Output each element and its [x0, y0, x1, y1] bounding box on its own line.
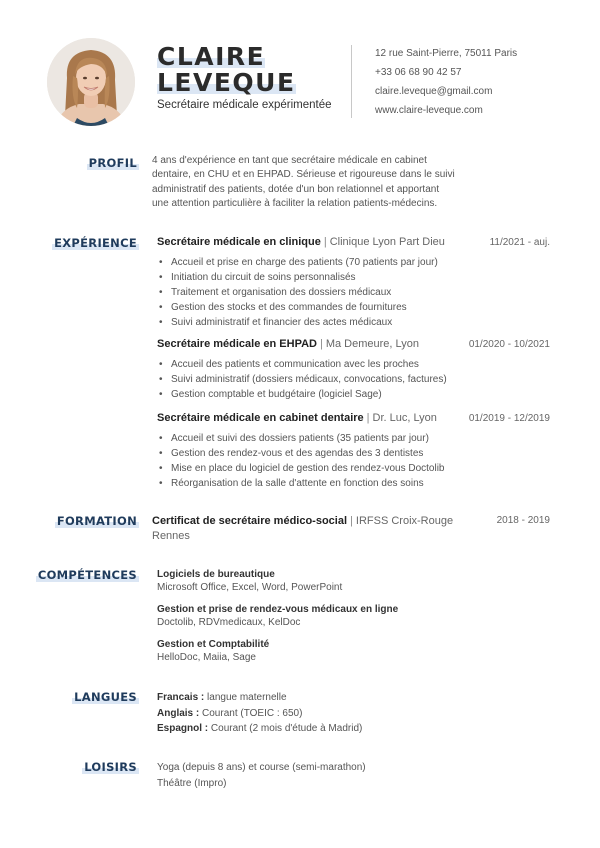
job-place: Clinique Lyon Part Dieu [329, 236, 445, 248]
job-place: Ma Demeure, Lyon [325, 338, 419, 350]
contact-email[interactable]: claire.leveque@gmail.com [375, 86, 493, 97]
section-title-experience: EXPÉRIENCE [54, 236, 137, 250]
hobbies-list [157, 760, 366, 791]
job-3-heading [157, 412, 437, 424]
skill-2 [157, 604, 398, 628]
contact-website[interactable]: www.claire-leveque.com [375, 105, 483, 116]
job-1-tasks [157, 255, 438, 330]
list-item: • Initiation du circuit de soins personnalisés [157, 270, 438, 285]
profile-summary [152, 154, 572, 211]
job-2-heading [157, 338, 419, 350]
list-item: • Accueil et suivi des dossiers patients (35 patients par jour) [157, 431, 445, 446]
list-item: • Suivi administratif (dossiers médicaux, convocations, factures) [157, 372, 447, 387]
section-title-profil: PROFIL [88, 156, 137, 170]
last-name: LEVEQUE [157, 68, 296, 97]
skill-detail: Microsoft Office, Excel, Word, PowerPoint [157, 582, 343, 593]
separator: | [319, 338, 323, 350]
list-item: • Suivi administratif et financier des actes médicaux [157, 315, 438, 330]
list-item: • Réorganisation de la salle d'attente en fonction des soins [157, 476, 445, 491]
list-item: • Gestion des rendez-vous et des agendas des 3 dentistes [157, 446, 445, 461]
list-item: • Gestion comptable et budgétaire (logiciel Sage) [157, 387, 447, 402]
skill-1 [157, 569, 342, 593]
list-item: • Traitement et organisation des dossiers médicaux [157, 285, 438, 300]
first-name: CLAIRE [157, 42, 266, 71]
list-item: • Gestion des stocks et des commandes de fournitures [157, 300, 438, 315]
hobby-item: Yoga (depuis 8 ans) et course (semi-marathon) [157, 762, 366, 773]
separator: | [350, 515, 353, 527]
degree-name: Certificat de secrétaire médico-social [152, 515, 348, 527]
language-name: Espagnol : [157, 723, 209, 734]
language-name: Francais : [157, 692, 205, 703]
job-headline: Secrétaire médicale expérimentée [157, 99, 332, 111]
profile-photo [47, 38, 135, 126]
language-item [157, 690, 362, 706]
hobby-item: Théâtre (Impro) [157, 777, 227, 789]
section-title-loisirs: LOISIRS [84, 760, 137, 774]
language-level: langue maternelle [207, 692, 287, 703]
header-divider [351, 45, 352, 118]
contact-address: 12 rue Saint-Pierre, 75011 Paris [375, 48, 518, 59]
formation-dates: 2018 - 2019 [496, 515, 550, 526]
job-place: Dr. Luc, Lyon [372, 412, 437, 424]
skill-detail: HelloDoc, Maiia, Sage [157, 652, 256, 663]
candidate-name [157, 44, 296, 96]
list-item: • Accueil et prise en charge des patients (70 patients par jour) [157, 255, 438, 270]
language-item [157, 706, 362, 722]
profile-line: 4 ans d'expérience en tant que secrétaire médicale en cabinet [152, 155, 427, 166]
section-title-competences: COMPÉTENCES [37, 568, 137, 582]
separator: | [323, 236, 327, 248]
job-1-dates: 11/2021 - auj. [489, 237, 550, 248]
language-level: Courant (2 mois d'étude à Madrid) [210, 723, 363, 734]
school-name: IRFSS Croix-Rouge [355, 515, 454, 527]
skill-3 [157, 639, 269, 663]
job-3-dates: 01/2019 - 12/2019 [468, 413, 550, 424]
section-title-langues: LANGUES [74, 690, 137, 704]
language-item [157, 721, 362, 737]
separator: | [366, 412, 370, 424]
job-role: Secrétaire médicale en clinique [157, 236, 321, 248]
profile-line: dentaire, en CHU et en EHPAD. Sérieuse et rigoureuse dans le suivi [152, 169, 455, 181]
portrait-image [47, 38, 135, 126]
skill-name: Gestion et prise de rendez-vous médicaux en ligne [157, 604, 399, 615]
language-level: Courant (TOEIC : 650) [202, 707, 303, 719]
language-name: Anglais : [157, 707, 200, 719]
job-3-tasks [157, 431, 445, 491]
formation-heading [152, 514, 472, 544]
profile-line: administratif des patients, dotée d'un bon relationnel et apportant [152, 183, 440, 195]
section-title-formation: FORMATION [56, 514, 137, 528]
skill-name: Gestion et Comptabilité [157, 639, 270, 650]
job-1-heading [157, 236, 445, 248]
skill-detail: Doctolib, RDVmedicaux, KelDoc [157, 617, 301, 628]
languages-list [157, 690, 362, 737]
job-role: Secrétaire médicale en cabinet dentaire [157, 412, 364, 424]
job-2-tasks [157, 357, 447, 402]
list-item: • Accueil des patients et communication avec les proches [157, 357, 447, 372]
skill-name: Logiciels de bureautique [157, 569, 275, 580]
contact-phone: +33 06 68 90 42 57 [375, 67, 462, 78]
profile-line: une attention particulière à faciliter la relation patients-médecins. [152, 197, 438, 209]
job-role: Secrétaire médicale en EHPAD [157, 338, 317, 350]
list-item: • Mise en place du logiciel de gestion des rendez-vous Doctolib [157, 461, 445, 476]
job-2-dates: 01/2020 - 10/2021 [468, 339, 550, 350]
school-city: Rennes [152, 530, 190, 542]
